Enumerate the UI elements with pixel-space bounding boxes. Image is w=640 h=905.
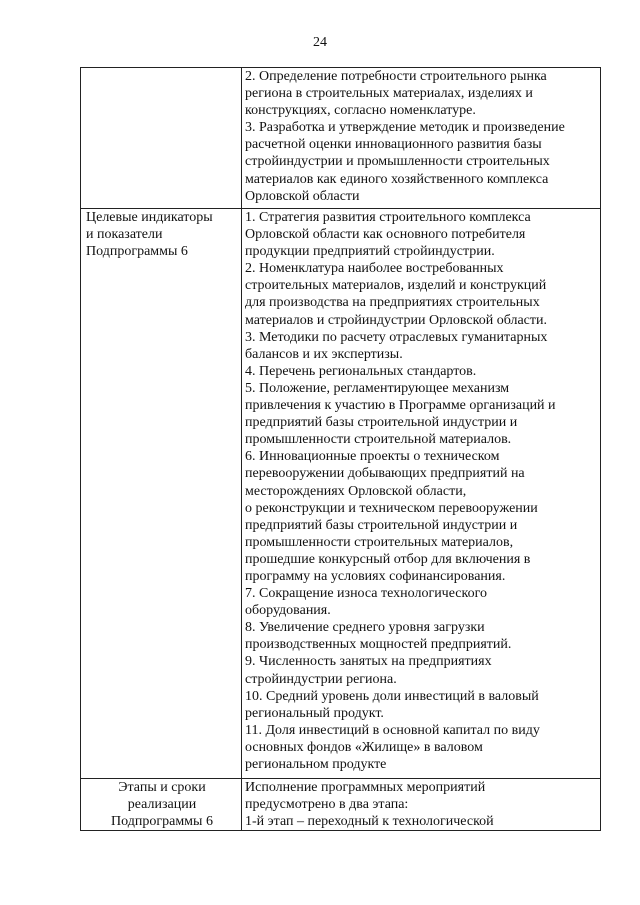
row-content-line: 10. Средний уровень доли инвестиций в валовый [245, 688, 539, 704]
row-content-line: 1-й этап – переходный к технологической [245, 814, 494, 830]
row-content-line: производственных мощностей предприятий. [245, 637, 512, 653]
row-content-cell [242, 68, 601, 209]
row-content-cell [242, 779, 601, 831]
row-content-line: 1. Стратегия развития строительного комплекса [245, 210, 531, 225]
row-content-line: промышленности строительных материалов, [245, 534, 514, 550]
row-content-line: предприятий базы строительной индустрии и [245, 517, 518, 533]
row-label-cell [81, 209, 242, 779]
row-label-cell [81, 68, 242, 209]
row-label-line: Подпрограммы 6 [111, 814, 213, 830]
row-content-line: строительных материалов, изделий и конструкций [245, 278, 547, 294]
subprogram-passport-table [80, 67, 601, 831]
row-content-line: стройиндустрии региона. [245, 671, 397, 687]
row-content-line: конструкциях, согласно номенклатуре. [245, 103, 476, 119]
table-row [81, 68, 601, 209]
row-content-line: прошедшие конкурсный отбор для включения в [245, 551, 531, 567]
table-row [81, 779, 601, 831]
row-content-line: региональном продукте [245, 757, 387, 772]
row-content-line: перевооружении добывающих предприятий на [245, 466, 525, 482]
row-content-line: 7. Сокращение износа технологического [245, 586, 487, 602]
row-content-line: программу на условиях софинансирования. [245, 568, 506, 584]
row-content-line: региональный продукт. [245, 705, 384, 721]
row-content-cell [242, 209, 601, 779]
row-content-line: Орловской области [245, 188, 360, 204]
row-label-line: Целевые индикаторы [86, 210, 213, 225]
row-content-line: материалов и стройиндустрии Орловской области. [245, 312, 547, 328]
row-content-line: материалов как единого хозяйственного комплекса [245, 171, 549, 187]
row-label-cell [81, 779, 242, 831]
row-content-line: месторождениях Орловской области, [245, 483, 467, 499]
row-content-line: 4. Перечень региональных стандартов. [245, 363, 477, 379]
row-content-line: 9. Численность занятых на предприятиях [245, 654, 492, 670]
row-content-line: для производства на предприятиях строительных [245, 295, 540, 311]
row-content-line: 6. Инновационные проекты о техническом [245, 449, 500, 465]
row-content-line: привлечения к участию в Программе организаций и [245, 398, 556, 414]
row-content-line: о реконструкции и техническом перевооружении [245, 500, 538, 516]
row-content-line: Орловской области как основного потребителя [245, 227, 526, 243]
row-content-line: 3. Методики по расчету отраслевых гуманитарных [245, 329, 548, 345]
row-content-line: основных фондов «Жилище» в валовом [245, 739, 483, 755]
row-content-line: оборудования. [245, 603, 331, 619]
row-content-line: 5. Положение, регламентирующее механизм [245, 380, 510, 396]
row-content-line: 2. Определение потребности строительного рынка [245, 69, 547, 84]
row-content-line: 3. Разработка и утверждение методик и произведение [245, 120, 565, 136]
row-label-line: реализации [127, 797, 197, 813]
row-content-line: предусмотрено в два этапа: [245, 797, 409, 813]
table-row [81, 209, 601, 779]
row-content-line: продукции предприятий стройиндустрии. [245, 244, 495, 260]
row-content-line: 8. Увеличение среднего уровня загрузки [245, 620, 485, 636]
page-number: 24 [313, 35, 327, 50]
row-content-line: региона в строительных материалах, изделиях и [245, 86, 533, 102]
row-content-line: Исполнение программных мероприятий [245, 780, 486, 795]
row-content-line: балансов и их экспертизы. [245, 346, 403, 362]
row-content-line: расчетной оценки инновационного развития базы [245, 137, 542, 153]
table-body [81, 68, 601, 831]
row-content-line: 2. Номенклатура наиболее востребованных [245, 261, 504, 277]
row-content-line: стройиндустрии и промышленности строительных [245, 154, 550, 170]
row-label-line: Подпрограммы 6 [86, 244, 188, 260]
row-content-line: предприятий базы строительной индустрии и [245, 415, 518, 431]
row-content-line: 11. Доля инвестиций в основной капитал по виду [245, 722, 540, 738]
row-content-line: промышленности строительной материалов. [245, 432, 512, 448]
row-label-line: и показатели [86, 227, 163, 243]
row-label-line: Этапы и сроки [118, 780, 206, 795]
